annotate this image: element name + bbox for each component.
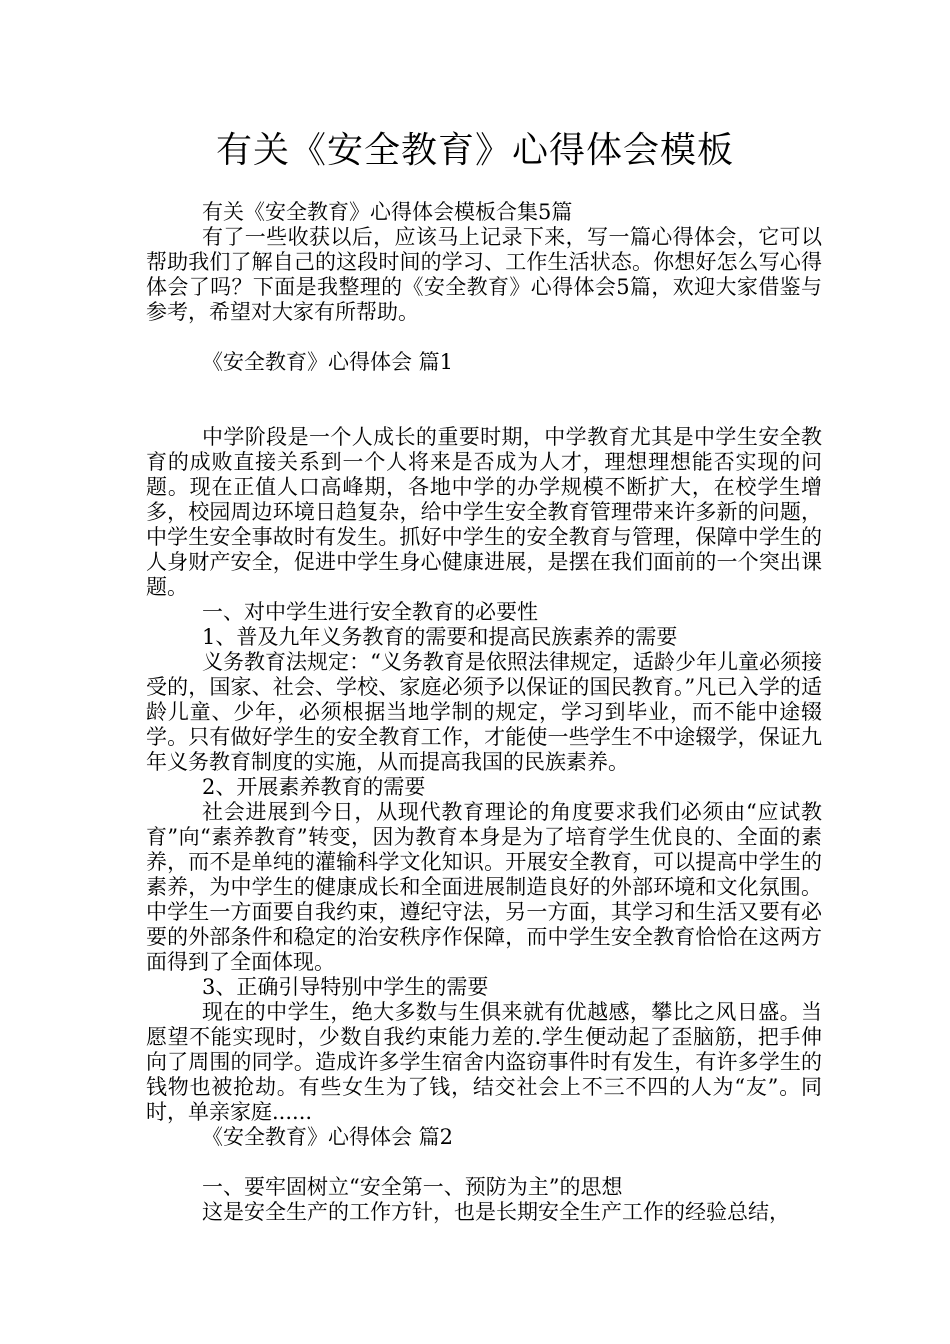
body-paragraph: 中学阶段是一个人成长的重要时期，中学教育尤其是中学生安全教育的成败直接关系到一个人将来是否成为人才，理想理想能否实现的问题。现在正值人口高峰期，各地中学的办学规模不断扩大，在校学生增多，校园周边环境日趋复杂，给中学生安全教育管理带来许多新的问题，中学生安全事故时有发生。抓好中学生的安全教育与管理，保障中学生的人身财产安全，促进中学生身心健康进展，是摆在我们面前的一个突出课题。 [146, 425, 822, 599]
body-paragraph: 这是安全生产的工作方针，也是长期安全生产工作的经验总结， [202, 1200, 790, 1224]
body-paragraph: 社会进展到今日，从现代教育理论的角度要求我们必须由“应试教育”向“素养教育”转变，因为教育本身是为了培育学生优良的、全面的素养，而不是单纯的灌输科学文化知识。开展安全教育，可以提高中学生的素养，为中学生的健康成长和全面进展制造良好的外部环境和文化氛围。中学生一方面要自我约束，遵纪守法，另一方面，其学习和生活又要有必要的外部条件和稳定的治安秩序作保障，而中学生安全教育恰恰在这两方面得到了全面体现。 [146, 800, 822, 974]
subtitle-paragraph: 有关《安全教育》心得体会模板合集5篇 [202, 200, 573, 224]
document-title: 有关《安全教育》心得体会模板 [215, 130, 734, 171]
blank-line [146, 400, 822, 425]
blank-line [146, 375, 822, 400]
heading-paragraph: 一、要牢固树立“安全第一、预防为主”的思想 [202, 1175, 623, 1199]
heading-paragraph: 2、开展素养教育的需要 [202, 775, 426, 799]
heading-paragraph: 3、正确引导特别中学生的需要 [202, 975, 489, 999]
blank-line [146, 325, 822, 350]
blank-line [146, 1150, 822, 1175]
document-body [146, 200, 822, 1225]
section-heading-1: 《安全教育》心得体会 篇1 [202, 350, 454, 374]
intro-paragraph: 有了一些收获以后，应该马上记录下来，写一篇心得体会，它可以帮助我们了解自己的这段时间的学习、工作生活状态。你想好怎么写心得体会了吗？下面是我整理的《安全教育》心得体会5篇，欢迎大家借鉴与参考，希望对大家有所帮助。 [146, 225, 822, 324]
body-paragraph: 义务教育法规定：“义务教育是依照法律规定，适龄少年儿童必须接受的，国家、社会、学校、家庭必须予以保证的国民教育。”凡已入学的适龄儿童、少年，必须根据当地学制的规定，学习到毕业，而不能中途辍学。只有做好学生的安全教育工作，才能使一些学生不中途辍学，保证九年义务教育制度的实施，从而提高我国的民族素养。 [146, 650, 822, 774]
body-paragraph: 现在的中学生，绝大多数与生俱来就有优越感，攀比之风日盛。当愿望不能实现时，少数自我约束能力差的.学生便动起了歪脑筋，把手伸向了周围的同学。造成许多学生宿舍内盗窃事件时有发生，有许多学生的钱物也被抢劫。有些女生为了钱，结交社会上不三不四的人为“友”。同时，单亲家庭...... [146, 1000, 822, 1124]
section-heading-2: 《安全教育》心得体会 篇2 [202, 1125, 454, 1149]
heading-paragraph: 一、对中学生进行安全教育的必要性 [202, 600, 538, 624]
heading-paragraph: 1、普及九年义务教育的需要和提高民族素养的需要 [202, 625, 678, 649]
